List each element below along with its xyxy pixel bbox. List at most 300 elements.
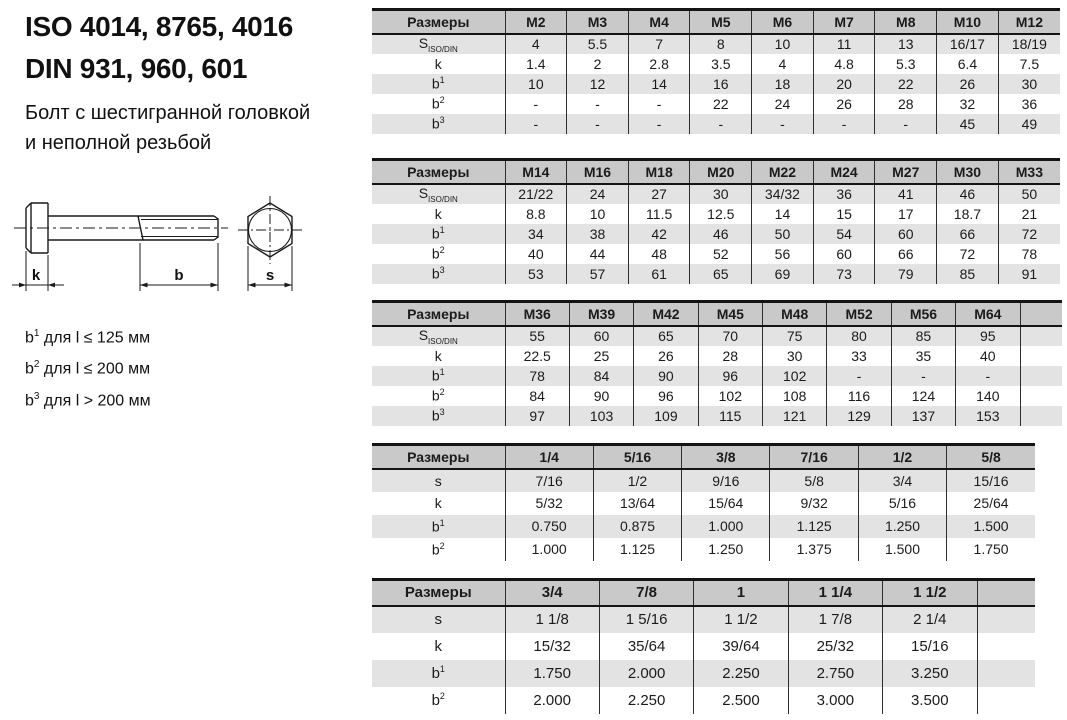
- size-column-header: M14: [505, 160, 567, 184]
- value-cell: 30: [998, 74, 1060, 94]
- table-row: [372, 660, 1035, 687]
- value-cell: 28: [875, 94, 937, 114]
- value-cell: 102: [763, 366, 827, 386]
- value-cell: 2.250: [599, 687, 693, 714]
- value-cell: 2.250: [694, 660, 788, 687]
- value-cell: 2.8: [628, 54, 690, 74]
- table-row: [372, 606, 1035, 633]
- value-cell: -: [956, 366, 1020, 386]
- table-row: [372, 184, 1060, 204]
- corner-header: Размеры: [372, 302, 505, 326]
- size-column-header: M7: [813, 10, 875, 34]
- dim-table-inch-threequarters-to-oneandhalf: [372, 578, 1035, 714]
- value-cell: 3.000: [788, 687, 882, 714]
- row-label-s: s: [434, 472, 442, 489]
- value-cell: 26: [634, 346, 698, 366]
- size-column-header: M33: [998, 160, 1060, 184]
- table-row: [372, 515, 1035, 538]
- row-label-s: s: [434, 611, 442, 628]
- value-cell: 48: [628, 244, 690, 264]
- row-label-k: k: [434, 495, 442, 511]
- value-cell: 102: [698, 386, 762, 406]
- subtitle-line-1: Болт с шестигранной головкой: [25, 102, 311, 124]
- row-label-b3: $b^3$: [431, 115, 445, 132]
- table-row: [372, 264, 1060, 284]
- table-header-row: [372, 10, 1060, 34]
- value-cell: 1.500: [947, 515, 1035, 538]
- value-cell: 0.875: [593, 515, 681, 538]
- value-cell: 3.500: [883, 687, 977, 714]
- value-cell: 44: [567, 244, 629, 264]
- value-cell: 78: [505, 366, 569, 386]
- size-column-header: M27: [875, 160, 937, 184]
- row-label-k: k: [434, 347, 442, 364]
- value-cell: 103: [569, 406, 633, 426]
- size-column-header: M36: [505, 302, 569, 326]
- empty-cell: [977, 633, 1035, 660]
- row-label-k: k: [434, 205, 442, 222]
- value-cell: 1 7/8: [788, 606, 882, 633]
- value-cell: 109: [634, 406, 698, 426]
- size-column-header: M5: [690, 10, 752, 34]
- value-cell: 65: [690, 264, 752, 284]
- value-cell: 108: [763, 386, 827, 406]
- value-cell: 13: [875, 34, 937, 54]
- value-cell: 40: [956, 346, 1020, 366]
- value-cell: 32: [937, 94, 999, 114]
- empty-cell: [1020, 386, 1062, 406]
- value-cell: 115: [698, 406, 762, 426]
- value-cell: 5.3: [875, 54, 937, 74]
- size-column-header: 5/8: [947, 445, 1035, 469]
- value-cell: -: [875, 114, 937, 134]
- value-cell: 18.7: [937, 204, 999, 224]
- value-cell: 2: [567, 54, 629, 74]
- value-cell: 26: [937, 74, 999, 94]
- row-label-k: k: [434, 637, 442, 655]
- row-label-b2: $b^2$: [431, 387, 445, 404]
- empty-cell: [977, 687, 1035, 714]
- value-cell: 95: [956, 326, 1020, 346]
- value-cell: 72: [998, 224, 1060, 244]
- value-cell: 9/32: [770, 492, 858, 515]
- value-cell: 15/16: [883, 633, 977, 660]
- size-column-header: 3/4: [505, 580, 599, 606]
- size-column-header: M42: [634, 302, 698, 326]
- value-cell: 1/2: [593, 469, 681, 492]
- value-cell: 12.5: [690, 204, 752, 224]
- size-column-header: 5/16: [593, 445, 681, 469]
- value-cell: -: [567, 114, 629, 134]
- size-column-header: M30: [937, 160, 999, 184]
- value-cell: 1.000: [505, 538, 593, 561]
- value-cell: 10: [567, 204, 629, 224]
- size-column-header: M45: [698, 302, 762, 326]
- empty-column-header: [1020, 302, 1062, 326]
- value-cell: 15/32: [505, 633, 599, 660]
- size-column-header: M12: [998, 10, 1060, 34]
- subtitle-line-2: и неполной резьбой: [25, 132, 212, 154]
- size-column-header: M24: [813, 160, 875, 184]
- size-column-header: M20: [690, 160, 752, 184]
- dim-table-metric-m14-m33: [372, 158, 1060, 284]
- row-label-k: k: [434, 55, 442, 72]
- value-cell: 41: [875, 184, 937, 204]
- table-host-inch-large: [372, 578, 1035, 714]
- value-cell: -: [628, 94, 690, 114]
- table-host-metric-m14-m33: [372, 158, 1060, 284]
- value-cell: 75: [763, 326, 827, 346]
- value-cell: 22: [690, 94, 752, 114]
- value-cell: 11: [813, 34, 875, 54]
- value-cell: -: [567, 94, 629, 114]
- value-cell: 2.000: [505, 687, 599, 714]
- value-cell: 65: [634, 326, 698, 346]
- dim-table-inch-quarter-to-fiveeighths: [372, 443, 1035, 561]
- value-cell: 153: [956, 406, 1020, 426]
- row-label-b2: $b^2$: [431, 540, 445, 558]
- value-cell: 15: [813, 204, 875, 224]
- value-cell: 91: [998, 264, 1060, 284]
- value-cell: 1.500: [858, 538, 946, 561]
- value-cell: 14: [628, 74, 690, 94]
- value-cell: 33: [827, 346, 891, 366]
- corner-header: Размеры: [372, 160, 505, 184]
- size-column-header: 1 1/4: [788, 580, 882, 606]
- value-cell: -: [827, 366, 891, 386]
- value-cell: 80: [827, 326, 891, 346]
- corner-header: Размеры: [372, 10, 505, 34]
- row-label-s: $S_{ISO/DIN}$: [418, 326, 458, 346]
- value-cell: 25: [569, 346, 633, 366]
- value-cell: 15/16: [947, 469, 1035, 492]
- note-b3: $b^3$ для l > 200 мм: [25, 390, 151, 409]
- value-cell: 85: [891, 326, 955, 346]
- value-cell: 24: [752, 94, 814, 114]
- empty-cell: [977, 660, 1035, 687]
- size-column-header: 7/8: [599, 580, 693, 606]
- value-cell: 57: [567, 264, 629, 284]
- value-cell: 34: [505, 224, 567, 244]
- value-cell: 0.750: [505, 515, 593, 538]
- size-column-header: 1: [694, 580, 788, 606]
- subtitle-block: [25, 98, 310, 158]
- value-cell: 66: [875, 244, 937, 264]
- value-cell: 35: [891, 346, 955, 366]
- row-label-b2: $b^2$: [431, 95, 445, 112]
- value-cell: 69: [752, 264, 814, 284]
- row-label-s: $S_{ISO/DIN}$: [418, 184, 458, 204]
- value-cell: 55: [505, 326, 569, 346]
- value-cell: 17: [875, 204, 937, 224]
- value-cell: 16: [690, 74, 752, 94]
- value-cell: 18/19: [998, 34, 1060, 54]
- table-row: [372, 492, 1035, 515]
- value-cell: 5.5: [567, 34, 629, 54]
- table-row: [372, 204, 1060, 224]
- value-cell: 50: [998, 184, 1060, 204]
- corner-header: Размеры: [372, 580, 505, 606]
- table-row: [372, 54, 1060, 74]
- value-cell: 3/4: [858, 469, 946, 492]
- value-cell: 53: [505, 264, 567, 284]
- value-cell: 4.8: [813, 54, 875, 74]
- value-cell: 129: [827, 406, 891, 426]
- empty-cell: [1020, 366, 1062, 386]
- value-cell: 5/16: [858, 492, 946, 515]
- value-cell: 4: [505, 34, 567, 54]
- table-row: [372, 366, 1062, 386]
- title-block: [25, 6, 293, 90]
- dim-label-s: s: [265, 267, 275, 284]
- value-cell: 26: [813, 94, 875, 114]
- value-cell: 140: [956, 386, 1020, 406]
- empty-cell: [1020, 326, 1062, 346]
- size-column-header: M2: [505, 10, 567, 34]
- value-cell: 30: [763, 346, 827, 366]
- value-cell: -: [505, 94, 567, 114]
- value-cell: 73: [813, 264, 875, 284]
- table-row: [372, 633, 1035, 660]
- size-column-header: M18: [628, 160, 690, 184]
- value-cell: 25/32: [788, 633, 882, 660]
- table-row: [372, 94, 1060, 114]
- value-cell: 121: [763, 406, 827, 426]
- size-column-header: 1/2: [858, 445, 946, 469]
- note-b1: $b^1$ для l ≤ 125 мм: [25, 328, 151, 347]
- value-cell: 11.5: [628, 204, 690, 224]
- value-cell: 21: [998, 204, 1060, 224]
- value-cell: 39/64: [694, 633, 788, 660]
- size-column-header: M48: [763, 302, 827, 326]
- value-cell: 97: [505, 406, 569, 426]
- value-cell: 60: [569, 326, 633, 346]
- value-cell: 96: [634, 386, 698, 406]
- corner-header: Размеры: [372, 445, 505, 469]
- value-cell: 124: [891, 386, 955, 406]
- value-cell: 2.750: [788, 660, 882, 687]
- value-cell: 7/16: [505, 469, 593, 492]
- value-cell: 66: [937, 224, 999, 244]
- value-cell: 2.500: [694, 687, 788, 714]
- table-row: [372, 406, 1062, 426]
- size-column-header: M10: [937, 10, 999, 34]
- size-column-header: M56: [891, 302, 955, 326]
- value-cell: 1.375: [770, 538, 858, 561]
- table-row: [372, 469, 1035, 492]
- value-cell: 6.4: [937, 54, 999, 74]
- value-cell: 36: [998, 94, 1060, 114]
- value-cell: 45: [937, 114, 999, 134]
- value-cell: 90: [569, 386, 633, 406]
- empty-cell: [1020, 346, 1062, 366]
- dim-label-b: b: [174, 267, 184, 284]
- table-host-metric-m36-m64: [372, 300, 1062, 426]
- value-cell: 5/8: [770, 469, 858, 492]
- value-cell: 18: [752, 74, 814, 94]
- row-label-b1: $b^1$: [431, 75, 445, 92]
- table-row: [372, 326, 1062, 346]
- empty-cell: [977, 606, 1035, 633]
- size-column-header: 1/4: [505, 445, 593, 469]
- value-cell: -: [690, 114, 752, 134]
- value-cell: 16/17: [937, 34, 999, 54]
- table-host-metric-m2-m12: [372, 8, 1060, 134]
- value-cell: 84: [569, 366, 633, 386]
- value-cell: -: [505, 114, 567, 134]
- value-cell: 1.125: [770, 515, 858, 538]
- value-cell: 7: [628, 34, 690, 54]
- dim-label-k: k: [31, 267, 41, 284]
- row-label-b3: $b^3$: [431, 407, 445, 424]
- value-cell: 1.000: [682, 515, 770, 538]
- value-cell: 36: [813, 184, 875, 204]
- value-cell: 72: [937, 244, 999, 264]
- bolt-drawing: [8, 188, 328, 310]
- value-cell: 70: [698, 326, 762, 346]
- size-column-header: M64: [956, 302, 1020, 326]
- value-cell: 49: [998, 114, 1060, 134]
- value-cell: 28: [698, 346, 762, 366]
- value-cell: 4: [752, 54, 814, 74]
- value-cell: 1 1/8: [505, 606, 599, 633]
- value-cell: 42: [628, 224, 690, 244]
- row-label-b3: $b^3$: [431, 265, 445, 282]
- size-column-header: M6: [752, 10, 814, 34]
- value-cell: 1.750: [947, 538, 1035, 561]
- value-cell: 60: [813, 244, 875, 264]
- value-cell: 79: [875, 264, 937, 284]
- value-cell: 116: [827, 386, 891, 406]
- notes-block: [25, 320, 151, 414]
- value-cell: 1.250: [858, 515, 946, 538]
- table-header-row: [372, 160, 1060, 184]
- table-row: [372, 34, 1060, 54]
- value-cell: -: [813, 114, 875, 134]
- value-cell: 25/64: [947, 492, 1035, 515]
- row-label-b2: $b^2$: [431, 245, 445, 262]
- value-cell: 85: [937, 264, 999, 284]
- size-column-header: M16: [567, 160, 629, 184]
- value-cell: 137: [891, 406, 955, 426]
- page-title-din: DIN 931, 960, 601: [25, 53, 248, 84]
- size-column-header: M52: [827, 302, 891, 326]
- value-cell: 61: [628, 264, 690, 284]
- table-header-row: [372, 580, 1035, 606]
- value-cell: 9/16: [682, 469, 770, 492]
- value-cell: 1.125: [593, 538, 681, 561]
- value-cell: 22.5: [505, 346, 569, 366]
- value-cell: 46: [690, 224, 752, 244]
- value-cell: 1 1/2: [694, 606, 788, 633]
- size-column-header: M39: [569, 302, 633, 326]
- dim-table-metric-m2-m12: [372, 8, 1060, 134]
- value-cell: 20: [813, 74, 875, 94]
- table-row: [372, 386, 1062, 406]
- size-column-header: M8: [875, 10, 937, 34]
- size-column-header: M4: [628, 10, 690, 34]
- value-cell: 90: [634, 366, 698, 386]
- value-cell: 24: [567, 184, 629, 204]
- note-b2: $b^2$ для l ≤ 200 мм: [25, 359, 151, 378]
- table-header-row: [372, 302, 1062, 326]
- value-cell: 8.8: [505, 204, 567, 224]
- size-column-header: 3/8: [682, 445, 770, 469]
- value-cell: 1.4: [505, 54, 567, 74]
- value-cell: 10: [752, 34, 814, 54]
- value-cell: 3.250: [883, 660, 977, 687]
- row-label-b1: $b^1$: [431, 517, 445, 535]
- table-row: [372, 74, 1060, 94]
- value-cell: 10: [505, 74, 567, 94]
- value-cell: 15/64: [682, 492, 770, 515]
- value-cell: 40: [505, 244, 567, 264]
- value-cell: 7.5: [998, 54, 1060, 74]
- value-cell: 52: [690, 244, 752, 264]
- value-cell: 30: [690, 184, 752, 204]
- value-cell: -: [891, 366, 955, 386]
- value-cell: 5/32: [505, 492, 593, 515]
- value-cell: 8: [690, 34, 752, 54]
- table-host-inch-small: [372, 443, 1035, 561]
- value-cell: 2 1/4: [883, 606, 977, 633]
- dim-table-metric-m36-m64: [372, 300, 1062, 426]
- value-cell: 50: [752, 224, 814, 244]
- value-cell: -: [752, 114, 814, 134]
- value-cell: 3.5: [690, 54, 752, 74]
- value-cell: 34/32: [752, 184, 814, 204]
- size-column-header: M3: [567, 10, 629, 34]
- value-cell: 84: [505, 386, 569, 406]
- value-cell: 2.000: [599, 660, 693, 687]
- table-row: [372, 687, 1035, 714]
- value-cell: 60: [875, 224, 937, 244]
- size-column-header: M22: [752, 160, 814, 184]
- empty-cell: [1020, 406, 1062, 426]
- size-column-header: 1 1/2: [883, 580, 977, 606]
- value-cell: 96: [698, 366, 762, 386]
- table-row: [372, 244, 1060, 264]
- value-cell: 54: [813, 224, 875, 244]
- size-column-header: 7/16: [770, 445, 858, 469]
- table-header-row: [372, 445, 1035, 469]
- empty-column-header: [977, 580, 1035, 606]
- row-label-b1: $b^1$: [431, 225, 445, 242]
- value-cell: 1.250: [682, 538, 770, 561]
- value-cell: 1 5/16: [599, 606, 693, 633]
- value-cell: 38: [567, 224, 629, 244]
- value-cell: 35/64: [599, 633, 693, 660]
- row-label-b1: $b^1$: [431, 367, 445, 384]
- value-cell: 46: [937, 184, 999, 204]
- table-row: [372, 538, 1035, 561]
- page-title-iso: ISO 4014, 8765, 4016: [25, 11, 293, 42]
- value-cell: 56: [752, 244, 814, 264]
- row-label-b2: $b^2$: [431, 691, 445, 709]
- value-cell: 27: [628, 184, 690, 204]
- row-label-s: $S_{ISO/DIN}$: [418, 34, 458, 54]
- value-cell: 12: [567, 74, 629, 94]
- table-row: [372, 346, 1062, 366]
- value-cell: 21/22: [505, 184, 567, 204]
- value-cell: 22: [875, 74, 937, 94]
- table-row: [372, 114, 1060, 134]
- value-cell: 14: [752, 204, 814, 224]
- table-row: [372, 224, 1060, 244]
- value-cell: 1.750: [505, 660, 599, 687]
- value-cell: 78: [998, 244, 1060, 264]
- bolt-drawing-wrap: [8, 188, 328, 315]
